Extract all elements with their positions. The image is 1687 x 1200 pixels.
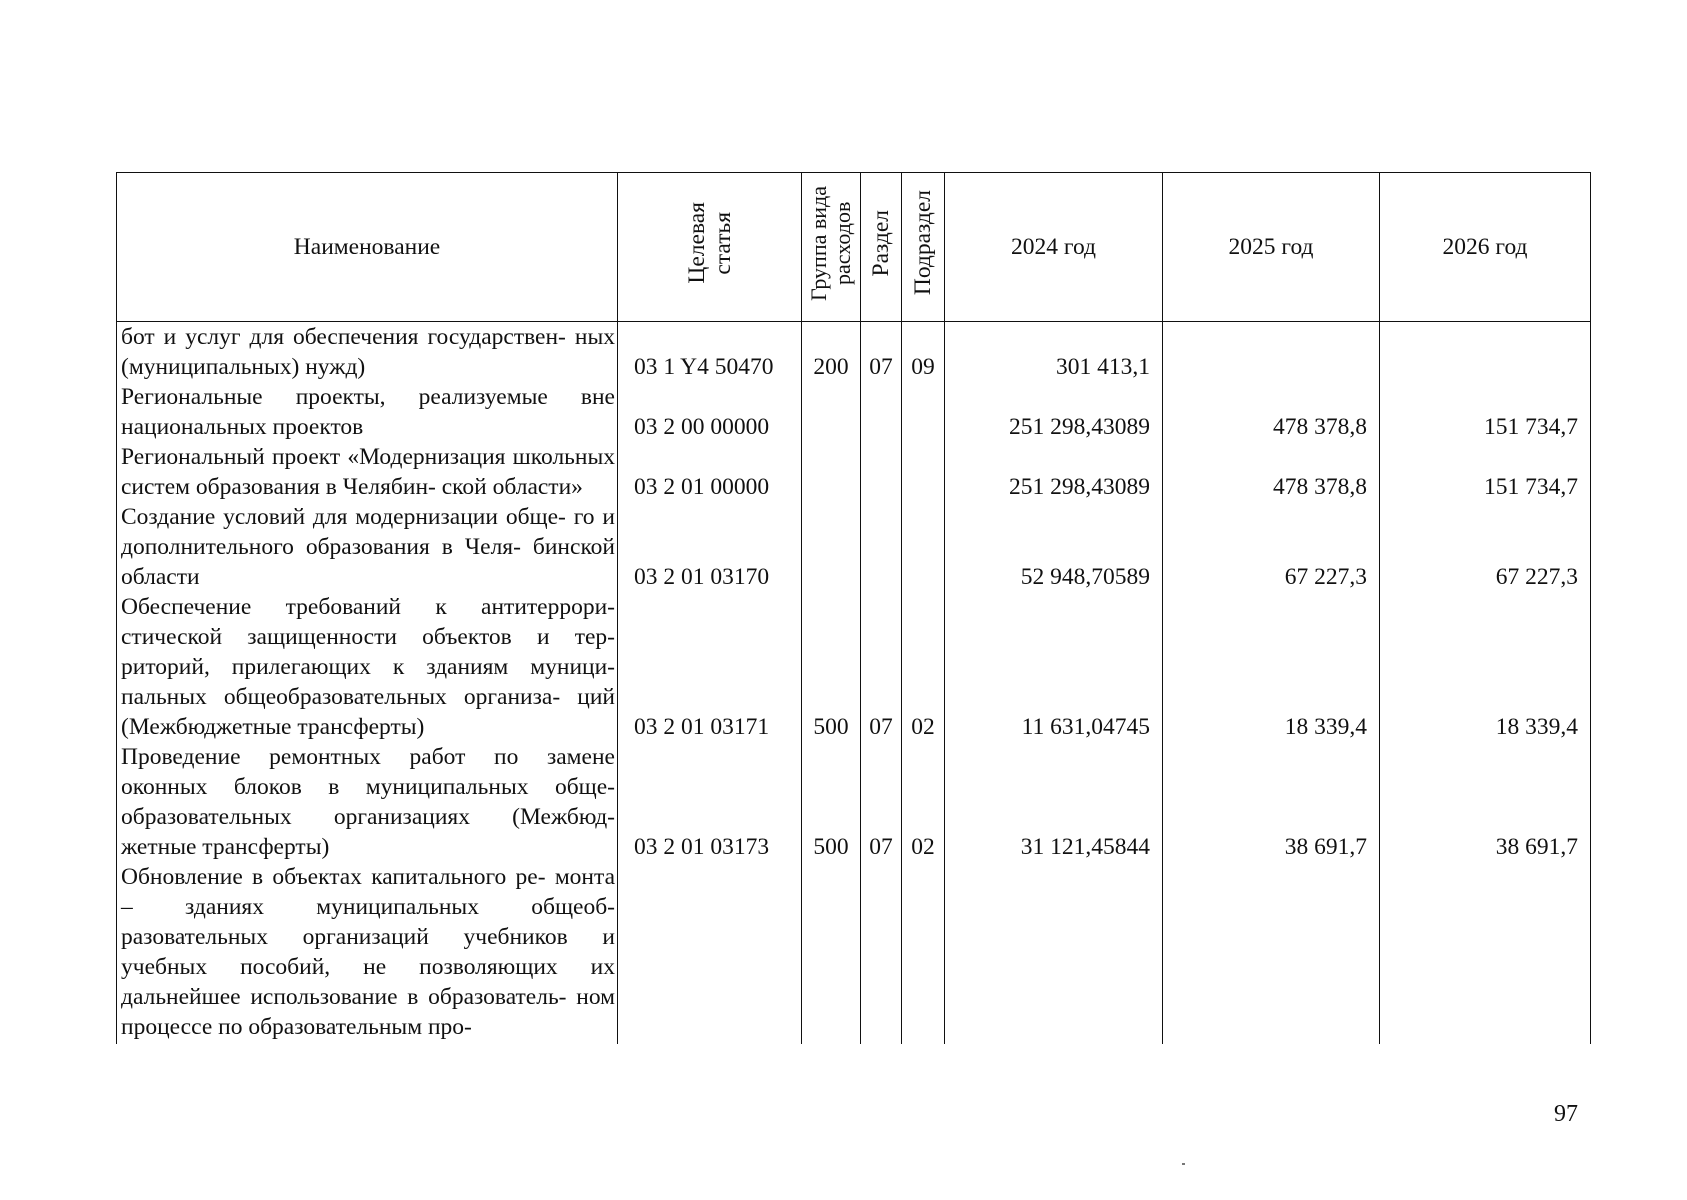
header-expense-group: Группа вида расходов — [802, 173, 861, 322]
row-2026: 151 734,7 — [1380, 382, 1591, 442]
row-subsection — [902, 862, 945, 1044]
row-subsection: 09 — [902, 322, 945, 383]
row-code: 03 2 01 03171 — [618, 592, 802, 742]
row-2026: 38 691,7 — [1380, 742, 1591, 862]
row-subsection — [902, 442, 945, 502]
row-2024 — [945, 862, 1163, 1044]
row-group — [802, 502, 861, 592]
row-code: 03 2 00 00000 — [618, 382, 802, 442]
row-2026 — [1380, 322, 1591, 383]
row-name: Создание условий для модернизации обще- го и дополнительного образования в Челя- бинской области — [117, 502, 618, 592]
row-section: 07 — [861, 592, 902, 742]
row-subsection — [902, 502, 945, 592]
row-2026: 67 227,3 — [1380, 502, 1591, 592]
row-2025: 67 227,3 — [1163, 502, 1380, 592]
table-row — [117, 502, 1591, 592]
header-section: Раздел — [861, 173, 902, 322]
row-section: 07 — [861, 322, 902, 383]
row-section — [861, 862, 902, 1044]
row-code: 03 2 01 03170 — [618, 502, 802, 592]
table-row — [117, 742, 1591, 862]
header-row — [117, 173, 1591, 322]
row-section — [861, 502, 902, 592]
row-2024: 31 121,45844 — [945, 742, 1163, 862]
row-group — [802, 442, 861, 502]
row-2024: 251 298,43089 — [945, 382, 1163, 442]
row-name: Региональные проекты, реализуемые вне национальных проектов — [117, 382, 618, 442]
row-section — [861, 442, 902, 502]
table-row — [117, 592, 1591, 742]
row-group: 200 — [802, 322, 861, 383]
header-target-article: Целевая статья — [618, 173, 802, 322]
row-group: 500 — [802, 742, 861, 862]
row-2025: 38 691,7 — [1163, 742, 1380, 862]
row-name: Региональный проект «Модернизация школьных систем образования в Челябин- ской области» — [117, 442, 618, 502]
row-2024: 301 413,1 — [945, 322, 1163, 383]
row-2026: 151 734,7 — [1380, 442, 1591, 502]
header-2025: 2025 год — [1163, 173, 1380, 322]
header-2026: 2026 год — [1380, 173, 1591, 322]
row-section — [861, 382, 902, 442]
table-row — [117, 322, 1591, 383]
row-name: Проведение ремонтных работ по замене оконных блоков в муниципальных обще- образовательных организациях (Межбюд- жетные трансферты) — [117, 742, 618, 862]
row-name: Обеспечение требований к антитеррори- стической защищенности объектов и тер- риторий, прилегающих к зданиям муници- пальных общеобразовательных организа- ций (Межбюджетные трансферты) — [117, 592, 618, 742]
row-2025: 18 339,4 — [1163, 592, 1380, 742]
row-2026: 18 339,4 — [1380, 592, 1591, 742]
row-group — [802, 862, 861, 1044]
row-section: 07 — [861, 742, 902, 862]
table-row — [117, 382, 1591, 442]
table-row — [117, 862, 1591, 1044]
header-subsection: Подраздел — [902, 173, 945, 322]
row-code — [618, 862, 802, 1044]
row-group — [802, 382, 861, 442]
page-number: 97 — [1554, 1101, 1578, 1127]
row-name: Обновление в объектах капитального ре- монта – зданиях муниципальных общеоб- разовательных организаций учебников и учебных пособий, не позволяющих их дальнейшее использование в образователь- ном процессе по образовательным про- — [117, 862, 618, 1044]
header-2024: 2024 год — [945, 173, 1163, 322]
row-2025: 478 378,8 — [1163, 442, 1380, 502]
row-subsection: 02 — [902, 592, 945, 742]
scan-speck — [1182, 1163, 1185, 1165]
row-2024: 11 631,04745 — [945, 592, 1163, 742]
row-name: бот и услуг для обеспечения государствен- ных (муниципальных) нужд) — [117, 322, 618, 383]
row-subsection — [902, 382, 945, 442]
row-2024: 52 948,70589 — [945, 502, 1163, 592]
row-2025 — [1163, 862, 1380, 1044]
row-2025 — [1163, 322, 1380, 383]
row-code: 03 1 Y4 50470 — [618, 322, 802, 383]
row-2026 — [1380, 862, 1591, 1044]
row-code: 03 2 01 00000 — [618, 442, 802, 502]
table-row — [117, 442, 1591, 502]
row-2025: 478 378,8 — [1163, 382, 1380, 442]
header-name: Наименование — [117, 173, 618, 322]
row-group: 500 — [802, 592, 861, 742]
row-code: 03 2 01 03173 — [618, 742, 802, 862]
row-subsection: 02 — [902, 742, 945, 862]
row-2024: 251 298,43089 — [945, 442, 1163, 502]
budget-table — [116, 172, 1591, 1044]
